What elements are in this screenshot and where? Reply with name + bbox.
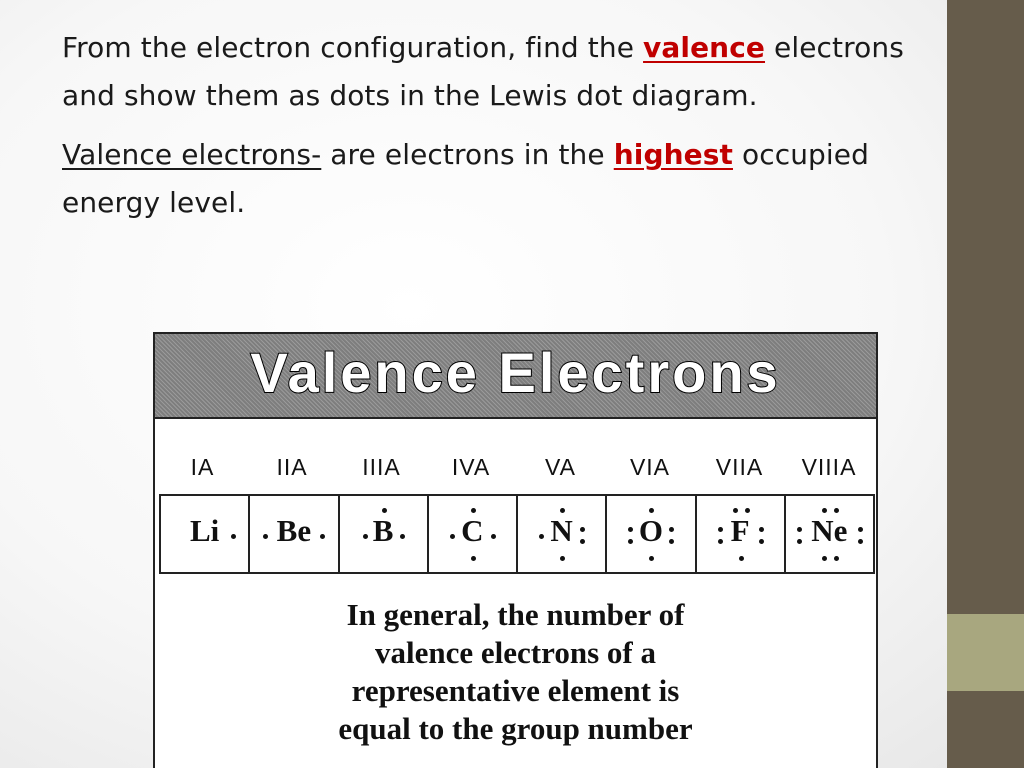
intro-text: From the electron configuration, find the bbox=[62, 31, 644, 64]
caption-line: representative element is bbox=[351, 673, 680, 708]
element-symbol: Be bbox=[276, 513, 312, 548]
element-symbol: C bbox=[461, 513, 484, 548]
electron-dot bbox=[382, 508, 387, 513]
electron-dot bbox=[450, 534, 455, 539]
electron-dot bbox=[822, 508, 827, 513]
group-label: IIIA bbox=[362, 454, 401, 480]
electron-dot bbox=[649, 556, 654, 561]
group-label: VIIA bbox=[715, 454, 764, 480]
figure-title: Valence Electrons bbox=[250, 341, 781, 404]
electron-dot bbox=[560, 508, 565, 513]
electron-dot bbox=[539, 534, 544, 539]
element-cell bbox=[340, 496, 429, 572]
electron-dot bbox=[733, 508, 738, 513]
caption-line: valence electrons of a bbox=[375, 635, 656, 670]
caption-line: In general, the number of bbox=[346, 597, 685, 632]
electron-dot bbox=[759, 527, 764, 532]
paragraph-definition bbox=[62, 131, 922, 227]
group-label: VIA bbox=[629, 454, 671, 480]
electron-dot bbox=[471, 556, 476, 561]
electron-dot bbox=[745, 508, 750, 513]
slide-body bbox=[62, 24, 922, 238]
element-cell bbox=[429, 496, 518, 572]
electron-dot bbox=[797, 527, 802, 532]
element-symbol: B bbox=[372, 513, 394, 548]
electron-dot bbox=[718, 527, 723, 532]
term-valence-electrons: Valence electrons- bbox=[62, 138, 322, 171]
group-label: VIIIA bbox=[801, 454, 857, 480]
element-cell bbox=[786, 496, 873, 572]
electron-dot bbox=[822, 556, 827, 561]
element-cell bbox=[250, 496, 339, 572]
electron-dot bbox=[797, 539, 802, 544]
electron-dot bbox=[739, 556, 744, 561]
electron-dot bbox=[580, 539, 585, 544]
figure-caption bbox=[155, 596, 876, 748]
element-cell bbox=[161, 496, 250, 572]
keyword-valence: valence bbox=[643, 31, 766, 64]
element-symbol: Ne bbox=[811, 513, 848, 548]
electron-dot bbox=[231, 534, 236, 539]
electron-dot bbox=[400, 534, 405, 539]
element-cell bbox=[518, 496, 607, 572]
group-label: IIA bbox=[276, 454, 308, 480]
valence-electrons-figure bbox=[153, 332, 878, 768]
electron-dot bbox=[858, 539, 863, 544]
keyword-highest: highest bbox=[613, 138, 733, 171]
paragraph-intro bbox=[62, 24, 922, 120]
electron-dot bbox=[363, 534, 368, 539]
caption-line: equal to the group number bbox=[338, 711, 693, 746]
element-symbol: F bbox=[730, 513, 750, 548]
definition-text: are electrons in the bbox=[321, 138, 614, 171]
intro-text-end: electrons and show them as dots in the Lewis dot diagram. bbox=[62, 31, 904, 112]
element-symbol: O bbox=[638, 513, 663, 548]
sidebar-accent-block bbox=[947, 614, 1024, 691]
lewis-dot-table bbox=[159, 494, 875, 574]
group-labels-row bbox=[158, 454, 876, 484]
element-cell bbox=[697, 496, 786, 572]
electron-dot bbox=[759, 539, 764, 544]
electron-dot bbox=[834, 508, 839, 513]
electron-dot bbox=[834, 556, 839, 561]
figure-banner bbox=[155, 334, 876, 419]
group-label: VA bbox=[545, 454, 576, 480]
electron-dot bbox=[580, 527, 585, 532]
group-label: IVA bbox=[451, 454, 491, 480]
electron-dot bbox=[718, 539, 723, 544]
element-cell bbox=[607, 496, 696, 572]
electron-dot bbox=[491, 534, 496, 539]
electron-dot bbox=[471, 508, 476, 513]
element-symbol: Li bbox=[189, 513, 220, 548]
electron-dot bbox=[858, 527, 863, 532]
group-label: IA bbox=[190, 454, 215, 480]
definition-text-end: occupied energy level. bbox=[62, 138, 870, 219]
element-symbol: N bbox=[550, 513, 573, 548]
electron-dot bbox=[560, 556, 565, 561]
